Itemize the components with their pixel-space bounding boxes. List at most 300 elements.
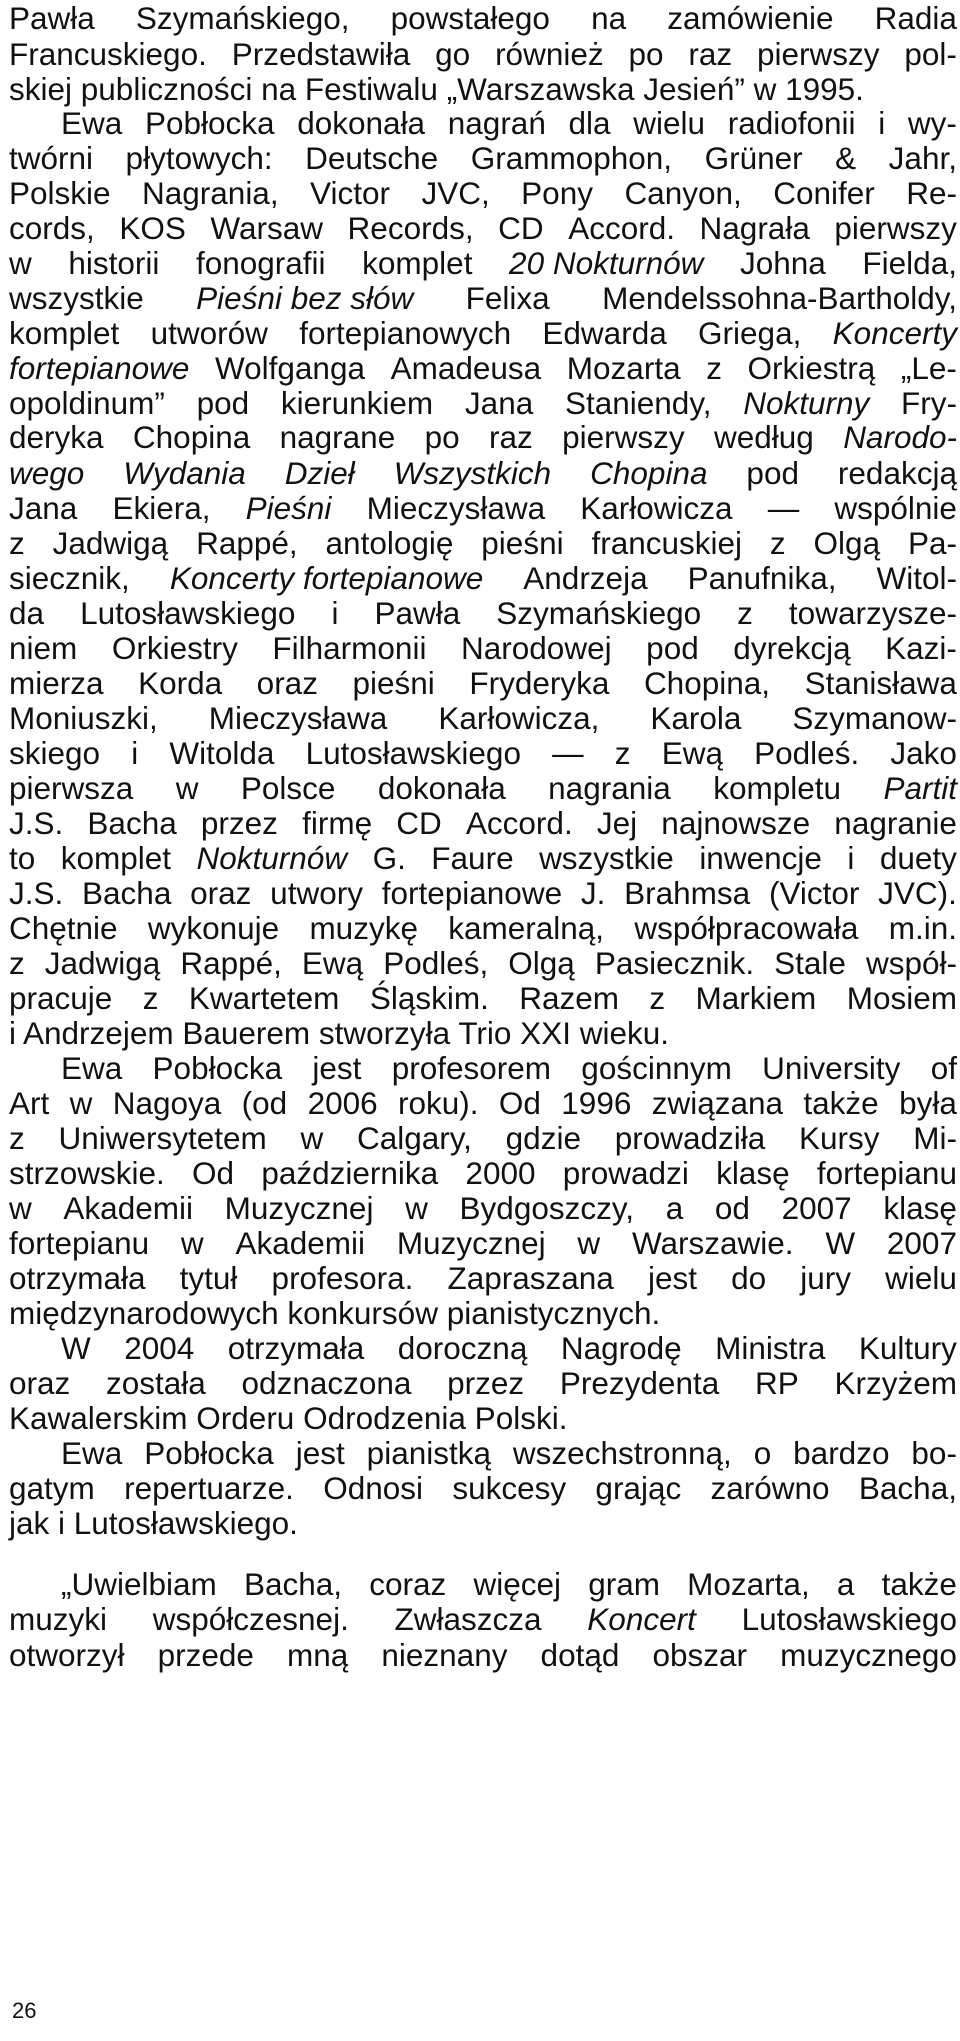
word: Lutosławskiego [741,1601,957,1637]
word: inwencje [699,840,822,876]
word: Razem [519,980,620,1016]
word: Muzycznej [224,1190,374,1226]
word: Ewą [301,945,364,981]
word: Karłowicza, [438,700,600,736]
word: pod [746,455,799,491]
word: Pa- [907,525,957,561]
word: Mosiem [846,980,957,1016]
word: sukcesy [452,1470,567,1506]
word: towarzysze- [788,595,957,631]
text-line [9,839,957,877]
word: pol- [904,36,957,72]
word: RP [754,1365,799,1401]
word: Jahr, [888,140,957,176]
word: gatym [9,1470,95,1506]
word: dokonała [377,770,506,806]
word: redakcją [837,455,957,491]
text-line [9,384,957,422]
word: Ministra [715,1330,826,1366]
text-line [9,418,957,456]
word: wielu [633,105,706,141]
text-line [9,1154,957,1192]
word: jak i Lutosławskiego. [9,1505,298,1541]
word: Records, [347,210,474,246]
word: w [69,1085,93,1121]
word: Korda [138,665,223,701]
word: nagrane [279,419,396,455]
word: Polskie [9,175,111,211]
word: Mieczysława [208,700,388,736]
word: muzyki [9,1601,108,1637]
word: Conifer [773,175,875,211]
word: & [835,140,857,176]
word: Amadeusa [390,350,542,386]
word: w [9,1190,32,1226]
word: zarówno [710,1470,830,1506]
word: Ekiera, [112,490,211,526]
italic-word: 20 Nokturnów [509,245,704,281]
word: z [9,525,25,561]
word: w [180,1225,204,1261]
word: od [714,1190,750,1226]
word: przez [200,805,278,841]
word: pracuje [9,980,113,1016]
word: skiego [9,735,101,771]
text-line [9,1259,957,1297]
word: Pobłocka [144,105,275,141]
word: Chętnie [9,910,118,946]
word: repertuarze. [124,1470,294,1506]
italic-word: Koncert [587,1601,696,1637]
word: CD [498,210,544,246]
word: Ewa [61,1050,123,1086]
text-line [9,1600,957,1638]
word: Mozarta, [687,1566,810,1602]
word: i Andrzejem Bauerem stworzyła Trio XXI wieku. [9,1015,669,1051]
word: Deutsche [305,140,439,176]
word: utwory [270,875,363,911]
text-line [9,979,957,1017]
word: historii [68,245,160,281]
word: pod [646,630,699,666]
text-line [9,244,957,282]
word: z [706,350,722,386]
word: Faure [431,840,514,876]
italic-word: Koncerty [832,315,957,351]
word: z [614,735,631,771]
italic-word: Koncerty fortepianowe [169,560,484,596]
word: to [9,840,36,876]
word: Orkiestrą [747,350,876,386]
word: Wolfganga [214,350,365,386]
italic-word: wego [9,455,85,491]
word: Polsce [240,770,336,806]
word: Podleś, [383,945,489,981]
word: deryka [9,419,104,455]
word: nagranie [834,805,957,841]
word: skiej publiczności na Festiwalu „Warszawska Jesień” w 1995. [9,71,864,107]
text-line [9,139,957,177]
word: Jana [9,490,78,526]
text-line [9,1014,957,1052]
word: Markiem [695,980,817,1016]
word: muzykę [309,910,418,946]
word: odznaczona [241,1365,412,1401]
word: z [737,595,753,631]
word: strzowskie. [9,1155,165,1191]
word: Orkiestry [111,630,238,666]
word: J.S. [9,805,64,841]
word: tytuł [179,1260,238,1296]
word: Felixa [465,280,550,316]
word: Pawła [9,0,95,36]
word: grając [595,1470,682,1506]
word: płytowych: [125,140,273,176]
italic-word: Nokturny [743,385,870,421]
word: 2007 [886,1225,957,1261]
word: prowadziła [614,1120,766,1156]
word: Grüner [704,140,803,176]
word: wszystkie [9,280,144,316]
word: 2000 [465,1155,536,1191]
word: została [106,1365,206,1401]
word: Od [498,1085,541,1121]
word: gdzie [505,1120,581,1156]
word: gram [588,1566,660,1602]
text-line [9,1364,957,1402]
text-line [9,594,957,632]
word: Warszawie. [631,1225,794,1261]
word: komplet [9,315,120,351]
text-line [9,104,957,142]
text-line [9,489,957,527]
word: Olgą [813,525,881,561]
italic-word: Pieśni [245,490,332,526]
word: siecznik, [9,560,130,596]
text-line [9,769,957,807]
word: współczesnej. [152,1601,349,1637]
word: Rappé, [180,945,282,981]
word: komplet [60,840,172,876]
word: Pawła [374,595,461,631]
word: pod [196,385,250,421]
word: i [847,840,855,876]
word: Radia [874,0,957,36]
word: oraz [256,665,318,701]
word: wszechstronną, [512,1435,732,1471]
word: roku). [398,1085,479,1121]
word: Andrzeja [523,560,648,596]
word: coraz [369,1566,447,1602]
word: utworów [150,315,268,351]
word: Zwłaszcza [394,1601,542,1637]
word: Moniuszki, [9,700,158,736]
word: prowadzi [562,1155,689,1191]
word: Kawalerskim Orderu Odrodzenia Polski. [9,1400,568,1436]
word: Nagrała [699,210,810,246]
word: nagrania [548,770,671,806]
text-line [9,174,957,212]
word: Fielda, [862,245,957,281]
word: Canyon, [624,175,742,211]
word: Victor [310,175,390,211]
word: — [767,490,800,526]
text-line [9,909,957,947]
word: kierunkiem [280,385,434,421]
word: Art [9,1085,50,1121]
word: opoldinum” [9,385,165,421]
word: Bacha [87,805,177,841]
word: Zapraszana [447,1260,614,1296]
word: profesorem [391,1050,552,1086]
word: związana [651,1085,784,1121]
word: Bacha, [858,1470,957,1506]
word: Lutosławskiego [80,595,296,631]
word: firmę [302,805,373,841]
word: komplet [362,245,473,281]
word: bo- [911,1435,957,1471]
word: z [142,980,159,1016]
text-line [9,804,957,842]
word: Edwarda [542,315,667,351]
text-line [9,35,957,73]
word: mierza [9,665,104,701]
word: na [591,0,627,36]
word: J.S. [9,875,64,911]
word: obszar [652,1637,747,1673]
word: zamówienie [667,0,834,36]
word: Francuskiego. [9,36,207,72]
word: KOS [119,210,186,246]
word: Jadwigą [52,525,169,561]
word: Karłowicza [580,490,733,526]
word: Ewą [661,735,723,771]
word: pierwszy [834,210,957,246]
word: dokonała [297,105,426,141]
word: Witolda [169,735,275,771]
word: po [424,419,460,455]
word: Fry- [901,385,957,421]
word: (Victor [768,875,860,911]
word: raz [488,419,533,455]
word: fortepianowe [381,875,563,911]
word: doroczną [397,1330,528,1366]
word: współ- [865,945,957,981]
word: Mozarta [566,350,681,386]
text-line [9,1189,957,1227]
word: Witol- [876,560,957,596]
word: „Le- [900,350,957,386]
word: kameralną, [448,910,605,946]
text-line [9,1636,957,1674]
word: a [836,1566,855,1602]
word: wielu [885,1260,957,1296]
word: fortepianowych [299,315,512,351]
word: Bacha [82,875,172,911]
word: 2004 [124,1330,195,1366]
text-line [9,524,957,562]
word: Mi- [913,1120,957,1156]
word: Kwartetem [188,980,340,1016]
word: Bacha, [243,1566,343,1602]
word: wykonuje [147,910,280,946]
word: niem [9,630,78,666]
word: radiofonii [727,105,856,141]
word: 2006 [307,1085,378,1121]
text-line [9,314,957,352]
word: Mieczysława [366,490,546,526]
text-line [9,559,957,597]
word: przez [447,1365,525,1401]
word: Filharmonii [272,630,427,666]
word: go [435,36,471,72]
word: wy- [907,105,957,141]
word: Pobłocka [144,1435,274,1471]
word: wspólnie [834,490,957,526]
word: antologię [325,525,454,561]
word: Stanisława [804,665,957,701]
italic-word: Wszystkich [393,455,552,491]
word: października [261,1155,439,1191]
word: of [930,1050,957,1086]
word: w [175,770,199,806]
word: w [577,1225,601,1261]
word: Szymańskiego, [135,0,350,36]
word: Grammophon, [470,140,673,176]
word: Rappé, [196,525,298,561]
word: Narodowej [461,630,612,666]
word: Krzyżem [834,1365,957,1401]
text-line [9,209,957,247]
word: współpracowała [634,910,859,946]
word: Szymańskiego [496,595,702,631]
word: także [881,1566,957,1602]
word: Podleś. [754,735,860,771]
word: Kazi- [885,630,957,666]
word: Pobłocka [152,1050,283,1086]
word: pierwszy [757,36,880,72]
word: w [405,1190,428,1226]
italic-word: Dzieł [284,455,355,491]
word: JVC, [421,175,490,211]
word: Stale [774,945,846,981]
word: Re- [906,175,957,211]
word: Fryderyka [469,665,610,701]
word: przede [157,1637,254,1673]
word: fortepianu [816,1155,957,1191]
text-line [9,1504,957,1542]
word: otrzymała [9,1260,146,1296]
word: wszystkie [539,840,674,876]
word: pianistką [366,1435,491,1471]
word: Odnosi [323,1470,424,1506]
word: Od [192,1155,235,1191]
word: Uniwersytetem [58,1120,267,1156]
word: Chopina, [643,665,771,701]
word: otworzył [9,1637,125,1673]
word: międzynarodowych konkursów pianistycznych. [9,1295,661,1331]
text-line [9,70,957,108]
word: „Uwielbiam [61,1566,217,1602]
text-line [9,944,957,982]
text-line [9,734,957,772]
word: 2007 [781,1190,852,1226]
word: W [825,1225,856,1261]
word: Warsaw [210,210,323,246]
word: Muzycznej [396,1225,546,1261]
word: duety [879,840,957,876]
italic-word: Partit [883,770,957,806]
word: Griega, [698,315,802,351]
word: po [628,36,664,72]
word: Accord. [465,805,573,841]
text-line [9,279,957,317]
word: Olgą [508,945,575,981]
word: także [803,1085,879,1121]
word: bardzo [793,1435,890,1471]
word: Pasiecznik. [594,945,755,981]
text-line [9,1469,957,1507]
text-line [9,1399,957,1437]
word: G. [372,840,406,876]
word: Chopina [132,419,251,455]
italic-word: fortepianowe [9,350,190,386]
word: da [9,595,45,631]
word: z [769,525,786,561]
word: klasę [716,1155,790,1191]
word: Bydgoszczy, [459,1190,635,1226]
word: kompletu [713,770,842,806]
word: więcej [473,1566,561,1602]
word: dyrekcją [733,630,851,666]
word: i [331,595,339,631]
word: Calgary, [356,1120,472,1156]
text-line [9,1294,957,1332]
page-number: 26 [12,1998,37,2023]
word: dotąd [540,1637,620,1673]
word: dla [568,105,611,141]
word: CD [396,805,442,841]
word: nieznany [381,1637,508,1673]
word: pieśni [481,525,564,561]
word: Prezydenta [559,1365,720,1401]
text-line [9,1049,957,1087]
text-line [9,1084,957,1122]
word: m.in. [888,910,957,946]
text-line [9,1434,957,1472]
word: fortepianu [9,1225,150,1261]
word: 1996 [561,1085,632,1121]
word: oraz [190,875,252,911]
word: w [9,245,32,281]
word: Nagrania, [142,175,279,211]
word: gościnnym [581,1050,732,1086]
word: francuskiej [591,525,743,561]
text-line [9,664,957,702]
word: Nagrodę [560,1330,682,1366]
word: z [9,945,25,981]
word: Lutosławskiego [305,735,521,771]
word: była [899,1085,957,1121]
italic-word: Narodo- [843,419,957,455]
word: Jadwigą [44,945,161,981]
word: Przedstawiła [231,36,411,72]
word: cords, [9,210,95,246]
word: powstałego [390,0,550,36]
word: pierwszy [562,419,685,455]
word: Karola [650,700,742,736]
word: jest [312,1050,362,1086]
